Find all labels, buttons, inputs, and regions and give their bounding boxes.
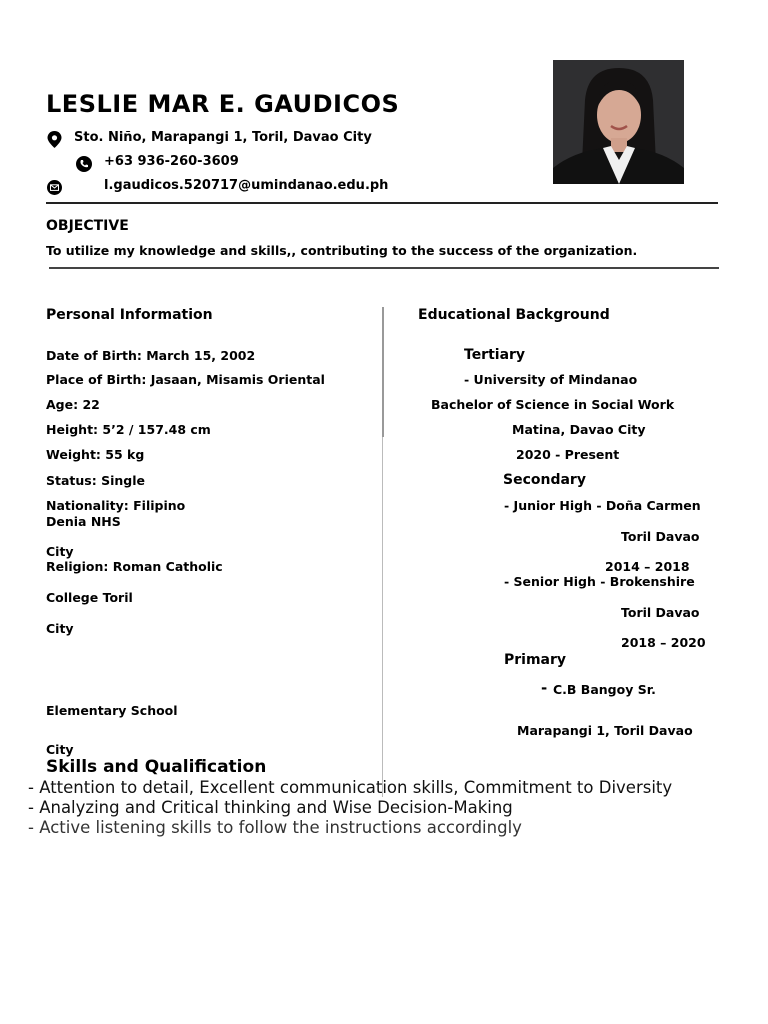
- envelope-icon: [47, 180, 62, 195]
- overflow-text-1: Denia NHS: [46, 514, 121, 529]
- primary-dash: -: [541, 679, 548, 697]
- overflow-text-6: City: [46, 742, 74, 757]
- senior-high-place: Toril Davao: [621, 605, 700, 620]
- overflow-text-3: College Toril: [46, 590, 133, 605]
- phone-text: +63 936-260-3609: [104, 154, 239, 169]
- tertiary-years: 2020 - Present: [516, 447, 620, 462]
- primary-place: Marapangi 1, Toril Davao: [517, 723, 693, 738]
- location-pin-icon: [47, 131, 62, 146]
- senior-high-years: 2018 – 2020: [621, 635, 706, 650]
- tertiary-course: Bachelor of Science in Social Work: [431, 397, 675, 412]
- tertiary-place: Matina, Davao City: [512, 422, 646, 437]
- column-divider-lower: [382, 437, 383, 797]
- religion: Religion: Roman Catholic: [46, 559, 223, 574]
- tertiary-label: Tertiary: [464, 347, 526, 363]
- age: Age: 22: [46, 397, 100, 412]
- overflow-text-5: Elementary School: [46, 703, 178, 718]
- nationality: Nationality: Filipino: [46, 498, 186, 513]
- overflow-text-4: City: [46, 621, 74, 636]
- phone-icon: [76, 156, 91, 171]
- tertiary-school: - University of Mindanao: [464, 372, 638, 387]
- junior-high-school: - Junior High - Doña Carmen: [504, 498, 701, 513]
- primary-label: Primary: [504, 652, 567, 668]
- objective-title: OBJECTIVE: [46, 218, 129, 234]
- email-text: l.gaudicos.520717@umindanao.edu.ph: [104, 178, 389, 193]
- skill-item: - Active listening skills to follow the instructions accordingly: [28, 818, 522, 837]
- senior-high-school: - Senior High - Brokenshire: [504, 574, 695, 589]
- date-of-birth: Date of Birth: March 15, 2002: [46, 348, 256, 363]
- secondary-label: Secondary: [503, 472, 586, 488]
- status: Status: Single: [46, 473, 145, 488]
- skill-item: - Analyzing and Critical thinking and Wise Decision-Making: [28, 798, 513, 817]
- profile-photo: [553, 60, 684, 184]
- column-divider: [382, 307, 384, 437]
- personal-info-title: Personal Information: [46, 307, 213, 323]
- resume-name: LESLIE MAR E. GAUDICOS: [46, 90, 400, 118]
- objective-text: To utilize my knowledge and skills,, contributing to the success of the organization.: [46, 243, 638, 258]
- height: Height: 5’2 / 157.48 cm: [46, 422, 211, 437]
- weight: Weight: 55 kg: [46, 447, 145, 462]
- address-text: Sto. Niño, Marapangi 1, Toril, Davao City: [74, 130, 372, 145]
- place-of-birth: Place of Birth: Jasaan, Misamis Oriental: [46, 372, 325, 387]
- header-divider: [46, 202, 718, 204]
- skills-title: Skills and Qualification: [46, 757, 267, 777]
- objective-divider: [49, 267, 719, 269]
- junior-high-years: 2014 – 2018: [605, 559, 690, 574]
- primary-school: C.B Bangoy Sr.: [553, 682, 656, 697]
- junior-high-place: Toril Davao: [621, 529, 700, 544]
- overflow-text-2: City: [46, 544, 74, 559]
- skill-item: - Attention to detail, Excellent communication skills, Commitment to Diversity: [28, 778, 673, 797]
- education-title: Educational Background: [418, 307, 610, 323]
